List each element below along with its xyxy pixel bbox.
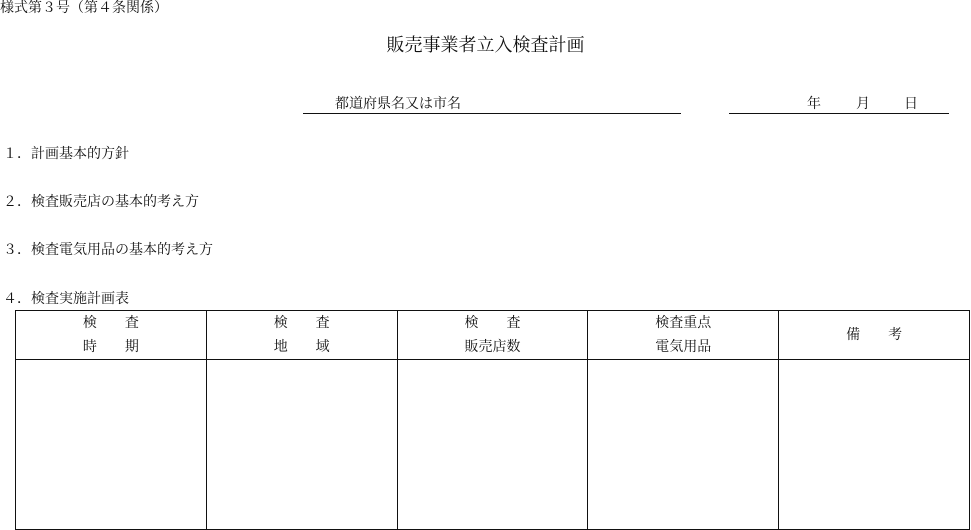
header-line: 時 期 xyxy=(82,339,139,355)
cell-inspection-period[interactable] xyxy=(16,360,207,530)
cell-store-count[interactable] xyxy=(397,360,588,530)
date-field xyxy=(729,96,949,114)
header-line: 検 査 xyxy=(273,315,330,331)
date-month-label: 月 xyxy=(856,96,870,112)
header-line: 電気用品 xyxy=(655,339,712,355)
section-product-approach: ３．検査電気用品の基本的考え方 xyxy=(3,242,213,258)
inspection-plan-table xyxy=(15,310,970,530)
header-inspection-period xyxy=(16,311,207,360)
cell-priority-products[interactable] xyxy=(588,360,779,530)
header-remarks xyxy=(779,311,970,360)
header-line: 検 査 xyxy=(82,315,139,331)
header-line: 検 査 xyxy=(464,315,521,331)
header-line: 地 域 xyxy=(273,339,330,355)
prefecture-field xyxy=(303,96,681,114)
form-number: 様式第３号（第４条関係） xyxy=(0,0,168,16)
section-store-approach: ２．検査販売店の基本的考え方 xyxy=(3,194,199,210)
header-store-count xyxy=(397,311,588,360)
date-day-label: 日 xyxy=(904,96,918,112)
section-basic-policy: １．計画基本的方針 xyxy=(3,146,129,162)
header-line: 販売店数 xyxy=(464,339,521,355)
header-line: 検査重点 xyxy=(655,315,712,331)
cell-remarks[interactable] xyxy=(779,360,970,530)
prefecture-label: 都道府県名又は市名 xyxy=(335,96,461,112)
table-row xyxy=(16,360,970,530)
document-title: 販売事業者立入検査計画 xyxy=(386,35,585,56)
header-inspection-area xyxy=(206,311,397,360)
date-year-label: 年 xyxy=(807,96,821,112)
header-priority-products xyxy=(588,311,779,360)
cell-inspection-area[interactable] xyxy=(206,360,397,530)
section-inspection-plan: ４．検査実施計画表 xyxy=(3,291,129,307)
header-line: 備 考 xyxy=(846,327,903,343)
table-header-row xyxy=(16,311,970,360)
